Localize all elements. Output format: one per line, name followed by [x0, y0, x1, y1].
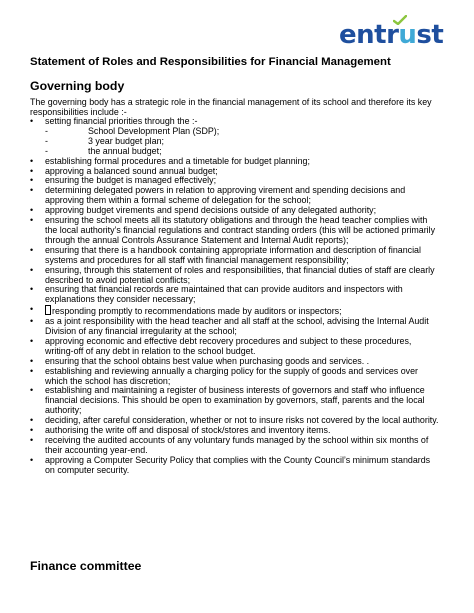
- item-text: receiving the audited accounts of any voluntary funds managed by the school within six months of their accounting year-end.: [45, 435, 429, 455]
- bullet-item: [0, 436, 440, 456]
- bullet-marker: •: [30, 244, 34, 255]
- intro-paragraph: The governing body has a strategic role in the financial management of its school and therefore its key responsibilities include :-: [30, 97, 432, 117]
- logo-text-u: u: [398, 20, 417, 50]
- item-text: ensuring the budget is managed effectively;: [45, 175, 217, 186]
- item-text: establishing and reviewing annually a charging policy for the supply of goods and services over which the school has discretion;: [45, 365, 418, 386]
- bullet-marker: •: [30, 205, 34, 216]
- bullet-item: [0, 317, 440, 337]
- section-heading-governing-body: Governing body: [30, 79, 125, 93]
- bullet-marker: •: [30, 454, 34, 465]
- item-text: approving a Computer Security Policy that complies with the County Council’s minimum standards on computer security.: [45, 454, 431, 475]
- item-text: establishing formal procedures and a timetable for budget planning;: [45, 155, 310, 166]
- item-text: deciding, after careful consideration, whether or not to insure risks not covered by the local authority.: [45, 415, 439, 426]
- bullet-marker: •: [30, 264, 34, 275]
- bullet-marker: •: [30, 385, 34, 396]
- item-text: setting financial priorities through the :-: [45, 116, 198, 126]
- logo-text-start: entr: [339, 20, 399, 50]
- item-text: ensuring that there is a handbook containing appropriate information and description of financial systems and procedures for all staff with financial management responsibility;: [45, 244, 421, 265]
- bullet-marker: •: [30, 435, 34, 445]
- bullet-marker: •: [30, 165, 34, 176]
- bullet-marker: •: [30, 415, 34, 426]
- bullet-item: [0, 386, 440, 416]
- item-text: ensuring, through this statement of roles and responsibilities, that financial duties of staff are clearly described to avoid potential conflicts;: [45, 264, 435, 285]
- dash-marker: -: [45, 145, 48, 156]
- item-text: authorising the write off and disposal of stock/stores and inventory items.: [45, 425, 331, 436]
- bullet-item: [0, 285, 440, 305]
- bullet-marker: •: [30, 355, 34, 366]
- missing-glyph-box: [45, 305, 51, 315]
- item-text: establishing and maintaining a register of business interests of governors and staff who influence financial decisions. This should be open to examination by governors, staff, parents and the local authority;: [45, 385, 425, 416]
- bullet-item: [0, 246, 440, 266]
- item-text: determining delegated powers in relation to approving virement and spending decisions and approving them within a formal scheme of delegation for the school;: [45, 185, 406, 206]
- bullet-marker: •: [30, 425, 34, 436]
- document-title: Statement of Roles and Responsibilities for Financial Management: [30, 56, 391, 68]
- item-text: approving budget virements and spend decisions outside of any delegated authority;: [45, 205, 377, 216]
- bullet-marker: •: [30, 335, 34, 346]
- item-text: responding promptly to recommendations made by auditors or inspectors;: [52, 306, 342, 317]
- bullet-item: [0, 216, 440, 246]
- logo-tick-icon: [393, 15, 407, 25]
- bullet-marker: •: [30, 284, 34, 295]
- bullet-item: [0, 337, 440, 357]
- dash-marker: -: [45, 135, 48, 146]
- bullet-marker: •: [30, 155, 34, 166]
- bullet-marker: •: [30, 215, 34, 226]
- item-text: the annual budget;: [88, 145, 162, 156]
- logo-text-end: st: [416, 20, 444, 50]
- item-text: School Development Plan (SDP);: [88, 125, 220, 136]
- entrust-logo: [339, 22, 443, 48]
- bullet-marker: •: [30, 365, 34, 376]
- bullet-item: [0, 456, 440, 476]
- dash-marker: -: [45, 125, 48, 136]
- bullet-marker: •: [30, 175, 34, 186]
- bullet-item: [0, 367, 440, 387]
- section-heading-finance-committee: Finance committee: [30, 559, 142, 573]
- bullet-item: [0, 266, 440, 286]
- item-text: approving economic and effective debt recovery procedures and subject to these procedures, writing-off of any debt in relation to the school budget.: [45, 335, 412, 356]
- responsibilities-list: [0, 117, 474, 476]
- item-text: 3 year budget plan;: [88, 135, 164, 146]
- item-text: as a joint responsibility with the head teacher and all staff at the school, advising the Internal Audit Division of any financial irregularity at the school;: [45, 316, 429, 337]
- item-text: ensuring that the school obtains best value when purchasing goods and services. .: [45, 355, 370, 366]
- bullet-marker: •: [30, 185, 34, 196]
- item-text: ensuring that financial records are maintained that can provide auditors and inspectors with explanations they consider necessary;: [45, 284, 403, 305]
- bullet-marker: •: [30, 116, 34, 126]
- item-text: ensuring the school meets all its statutory obligations and through the head teacher complies with the local authority’s financial regulations and contract standing orders (this will be actioned primarily through the annual Controls Assurance Statement and Internal Audit reports);: [45, 215, 436, 245]
- bullet-item: [0, 117, 440, 127]
- sub-item: [0, 137, 438, 147]
- bullet-item: [0, 186, 440, 206]
- bullet-marker: •: [30, 316, 34, 327]
- bullet-marker: •: [30, 304, 34, 315]
- sub-item: [0, 127, 438, 137]
- item-text: approving a balanced sound annual budget;: [45, 165, 218, 176]
